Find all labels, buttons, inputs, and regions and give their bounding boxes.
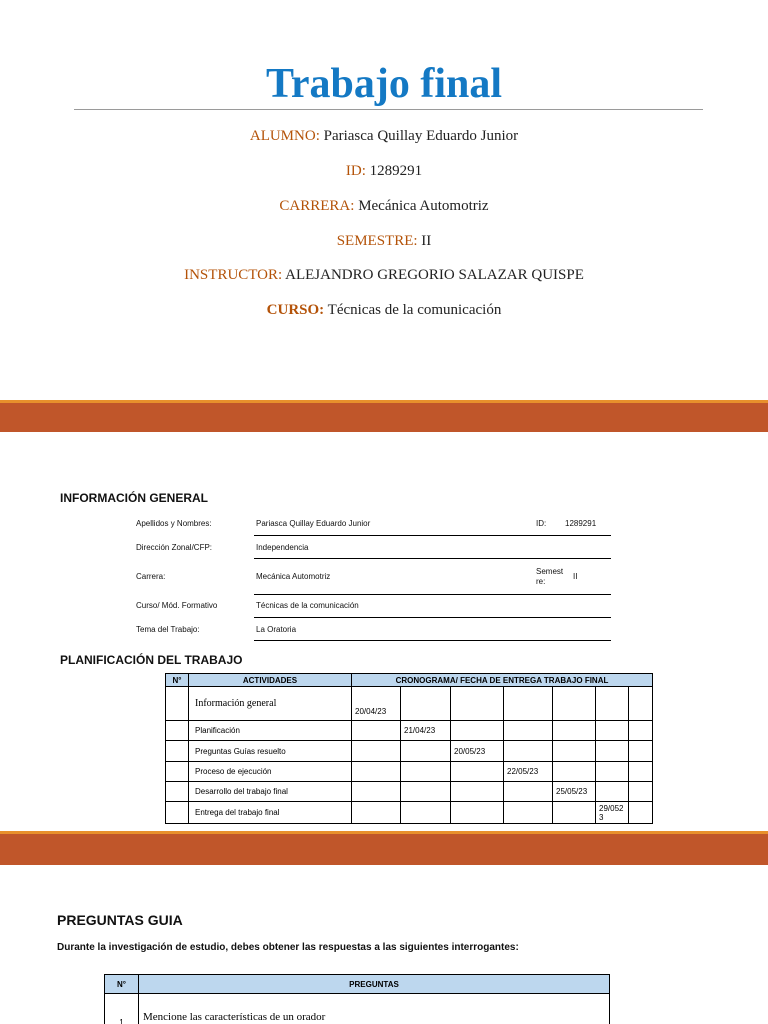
questions-table — [104, 974, 610, 1024]
carrera-value: Mecánica Automotriz — [358, 198, 489, 214]
form-underline — [254, 535, 611, 536]
plan-row — [166, 802, 653, 824]
plan-date-cell — [596, 741, 629, 762]
curso-label: CURSO: — [266, 302, 325, 318]
plan-date-cell — [504, 721, 553, 741]
id-label: ID: — [345, 163, 366, 179]
direccion-label: Dirección Zonal/CFP: — [136, 543, 213, 552]
q-col-num: N° — [105, 975, 139, 994]
plan-date-cell — [553, 721, 596, 741]
cover-instructor — [0, 267, 768, 284]
plan-date-cell — [504, 687, 553, 721]
plan-row-num — [166, 721, 189, 741]
page-title: Trabajo final — [265, 61, 503, 107]
gi-semestre-value: II — [573, 572, 578, 581]
plan-date-cell — [629, 762, 653, 782]
gi-id-label: ID: — [536, 519, 547, 528]
cover-alumno — [0, 128, 768, 145]
plan-row-activity: Entrega del trabajo final — [189, 802, 352, 824]
plan-row-num — [166, 802, 189, 824]
general-info-heading: INFORMACIÓN GENERAL — [60, 491, 208, 505]
question-text: Mencione las características de un orador — [139, 994, 610, 1024]
plan-date-cell — [553, 762, 596, 782]
plan-col-schedule: CRONOGRAMA/ FECHA DE ENTREGA TRABAJO FINAL — [352, 674, 653, 687]
questions-heading: PREGUNTAS GUIA — [57, 912, 183, 928]
plan-row-activity: Preguntas Guías resuelto — [189, 741, 352, 762]
plan-date-cell — [596, 687, 629, 721]
apellidos-value: Pariasca Quillay Eduardo Junior — [256, 519, 371, 528]
curso-value: Técnicas de la comunicación — [327, 302, 502, 318]
plan-date-cell — [504, 741, 553, 762]
tema-label: Tema del Trabajo: — [136, 625, 200, 634]
plan-date-cell — [504, 782, 553, 802]
instructor-value: ALEJANDRO GREGORIO SALAZAR QUISPE — [285, 267, 584, 283]
plan-row-activity: Información general — [189, 687, 352, 721]
plan-date-cell — [451, 802, 504, 824]
form-underline — [254, 640, 611, 641]
gi-curso-label: Curso/ Mód. Formativo — [136, 601, 218, 610]
plan-date-cell — [451, 762, 504, 782]
carrera-label: CARRERA: — [279, 198, 355, 214]
plan-date-cell — [401, 687, 451, 721]
plan-date-cell — [553, 802, 596, 824]
plan-row — [166, 782, 653, 802]
plan-date-cell — [629, 802, 653, 824]
plan-row — [166, 721, 653, 741]
questions-intro: Durante la investigación de estudio, debes obtener las respuestas a las siguientes interrogantes: — [57, 942, 519, 953]
plan-row — [166, 687, 653, 721]
form-underline — [254, 558, 611, 559]
page-break-band — [0, 400, 768, 432]
gi-semestre-label-1: Semest — [536, 567, 564, 576]
form-underline — [254, 594, 611, 595]
plan-row-activity: Desarrollo del trabajo final — [189, 782, 352, 802]
plan-date-cell — [352, 721, 401, 741]
plan-date-cell — [596, 762, 629, 782]
plan-date-cell — [451, 721, 504, 741]
form-underline — [254, 617, 611, 618]
question-num: 1 — [105, 994, 139, 1024]
semestre-value: II — [421, 233, 432, 249]
plan-date-cell: 25/05/23 — [553, 782, 596, 802]
direccion-value: Independencia — [256, 543, 309, 552]
gi-semestre-label-2: re: — [536, 577, 546, 586]
plan-date-cell — [504, 802, 553, 824]
plan-date-cell: 22/05/23 — [504, 762, 553, 782]
plan-date-cell — [553, 741, 596, 762]
plan-date-cell — [553, 687, 596, 721]
plan-col-activities: ACTIVIDADES — [189, 674, 352, 687]
plan-date-cell: 20/05/23 — [451, 741, 504, 762]
cover-semestre — [0, 233, 768, 250]
plan-row-num — [166, 782, 189, 802]
alumno-value: Pariasca Quillay Eduardo Junior — [323, 128, 519, 144]
plan-date-cell — [596, 721, 629, 741]
plan-row-num — [166, 762, 189, 782]
instructor-label: INSTRUCTOR: — [184, 267, 283, 283]
q-col-questions: PREGUNTAS — [139, 975, 610, 994]
plan-date-cell: 29/052 3 — [596, 802, 629, 824]
plan-row-activity: Proceso de ejecución — [189, 762, 352, 782]
gi-carrera-value: Mecánica Automotriz — [256, 572, 331, 581]
cover-curso — [0, 302, 768, 319]
plan-date-cell — [352, 741, 401, 762]
plan-date-cell — [629, 782, 653, 802]
plan-row-num — [166, 687, 189, 721]
plan-row — [166, 741, 653, 762]
plan-date-cell — [629, 741, 653, 762]
plan-date-cell: 21/04/23 — [401, 721, 451, 741]
plan-date-cell — [352, 782, 401, 802]
gi-curso-value: Técnicas de la comunicación — [256, 601, 359, 610]
plan-date-cell — [352, 802, 401, 824]
plan-date-cell — [401, 762, 451, 782]
cover-carrera — [0, 198, 768, 215]
plan-date-cell: 20/04/23 — [352, 687, 401, 721]
question-row — [105, 994, 610, 1024]
plan-date-cell — [451, 687, 504, 721]
plan-row-num — [166, 741, 189, 762]
apellidos-label: Apellidos y Nombres: — [136, 519, 212, 528]
plan-date-cell — [629, 721, 653, 741]
planning-table — [165, 673, 653, 824]
alumno-label: ALUMNO: — [249, 128, 320, 144]
title-divider — [74, 109, 703, 110]
cover-id — [0, 163, 768, 180]
plan-row — [166, 762, 653, 782]
plan-date-cell — [596, 782, 629, 802]
plan-date-cell — [352, 762, 401, 782]
plan-date-cell — [451, 782, 504, 802]
gi-carrera-label: Carrera: — [136, 572, 166, 581]
plan-date-cell — [401, 782, 451, 802]
page-break-band — [0, 831, 768, 865]
semestre-label: SEMESTRE: — [336, 233, 418, 249]
tema-value: La Oratoria — [256, 625, 297, 634]
plan-row-activity: Planificación — [189, 721, 352, 741]
planning-heading: PLANIFICACIÓN DEL TRABAJO — [60, 653, 243, 667]
gi-id-value: 1289291 — [565, 519, 597, 528]
id-value: 1289291 — [369, 163, 423, 179]
plan-date-cell — [401, 802, 451, 824]
plan-col-num: N° — [166, 674, 189, 687]
plan-date-cell — [629, 687, 653, 721]
plan-date-cell — [401, 741, 451, 762]
